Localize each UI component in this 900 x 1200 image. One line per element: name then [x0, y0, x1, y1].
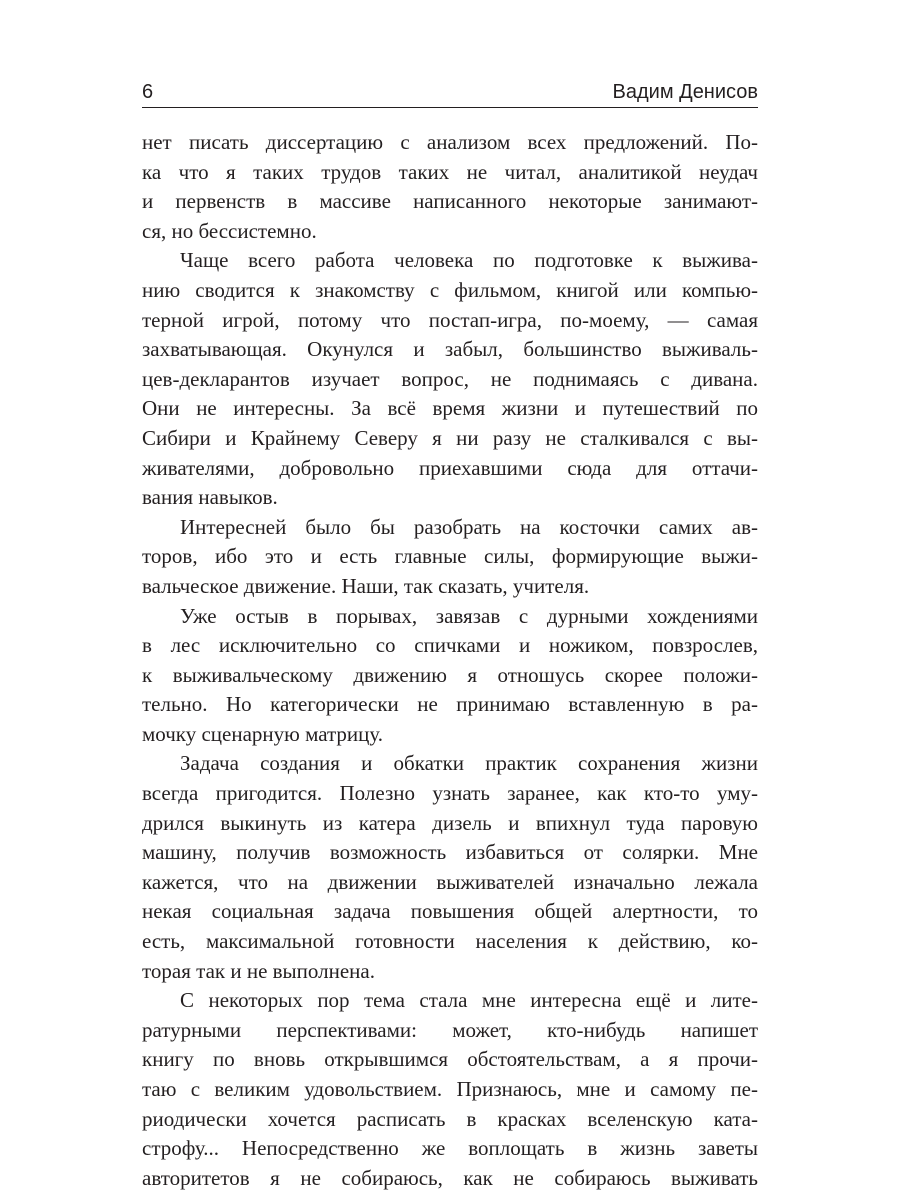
text-line: и первенств в массиве написанного некоторые занимают- — [142, 189, 758, 214]
text-line: нию сводится к знакомству с фильмом, книгой или компью- — [142, 277, 758, 302]
text-line: риодически хочется расписать в красках вселенскую ката- — [142, 1106, 758, 1131]
header-rule — [142, 107, 758, 108]
paragraph — [142, 749, 758, 986]
text-line: всегда пригодится. Полезно узнать заранее, как кто-то уму- — [142, 781, 758, 806]
paragraph — [142, 246, 758, 512]
text-line: ратурными перспективами: может, кто-нибудь напишет — [142, 1017, 758, 1042]
paragraph — [142, 513, 758, 602]
text-line: вальческое движение. Наши, так сказать, учителя. — [142, 573, 590, 598]
text-line: захватывающая. Окунулся и забыл, большинство выживаль- — [142, 337, 758, 362]
body-text — [142, 128, 758, 1193]
text-line: машину, получив возможность избавиться от солярки. Мне — [142, 840, 758, 865]
text-line: к выживальческому движению я отношусь скорее положи- — [142, 662, 758, 687]
text-line: тельно. Но категорически не принимаю вставленную в ра- — [142, 692, 758, 717]
text-line: таю с великим удовольствием. Признаюсь, мне и самому пе- — [142, 1077, 758, 1101]
text-line: книгу по вновь открывшимся обстоятельствам, а я прочи- — [142, 1047, 758, 1072]
text-line: цев-декларантов изучает вопрос, не поднимаясь с дивана. — [142, 366, 758, 391]
text-line: дрился выкинуть из катера дизель и впихнул туда паровую — [142, 810, 758, 835]
text-line: живателями, добровольно приехавшими сюда для оттачи- — [142, 455, 758, 480]
paragraph — [142, 602, 758, 750]
text-line: торая так и не выполнена. — [142, 958, 375, 983]
text-line: мочку сценарную матрицу. — [142, 721, 384, 746]
page-number: 6 — [142, 81, 154, 103]
running-header — [142, 74, 758, 104]
text-line: вания навыков. — [142, 485, 278, 510]
text-line: Они не интересны. За всё время жизни и путешествий по — [142, 396, 758, 421]
text-line: строфу... Непосредственно же воплощать в жизнь заветы — [142, 1136, 758, 1161]
running-header-author: Вадим Денисов — [612, 81, 758, 103]
paragraph — [142, 128, 758, 246]
text-line: ся, но бессистемно. — [142, 218, 317, 243]
text-line: терной игрой, потому что постап-игра, по-моему, — самая — [142, 307, 758, 332]
text-line: кажется, что на движении выживателей изначально лежала — [142, 869, 758, 894]
text-line: Сибири и Крайнему Северу я ни разу не сталкивался с вы- — [142, 425, 758, 450]
text-line: есть, максимальной готовности населения к действию, ко- — [142, 929, 758, 954]
text-line: ка что я таких трудов таких не читал, аналитикой неудач — [142, 159, 758, 184]
text-line: авторитетов я не собираюсь, как не собираюсь выживать — [142, 1165, 758, 1190]
text-line: Уже остыв в порывах, завязав с дурными хождениями — [180, 603, 758, 628]
text-line: Чаще всего работа человека по подготовке к выжива- — [180, 248, 758, 273]
text-line: С некоторых пор тема стала мне интересна ещё и лите- — [180, 988, 758, 1013]
paragraph — [142, 986, 758, 1193]
text-line: торов, ибо это и есть главные силы, формирующие выжи- — [142, 544, 758, 569]
text-line: Задача создания и обкатки практик сохранения жизни — [180, 751, 758, 776]
text-line: в лес исключительно со спичками и ножиком, повзрослев, — [142, 633, 758, 658]
text-line: нет писать диссертацию с анализом всех предложений. По- — [142, 130, 758, 154]
text-line: Интересней было бы разобрать на косточки самих ав- — [180, 514, 758, 539]
text-line: некая социальная задача повышения общей алертности, то — [142, 899, 758, 924]
